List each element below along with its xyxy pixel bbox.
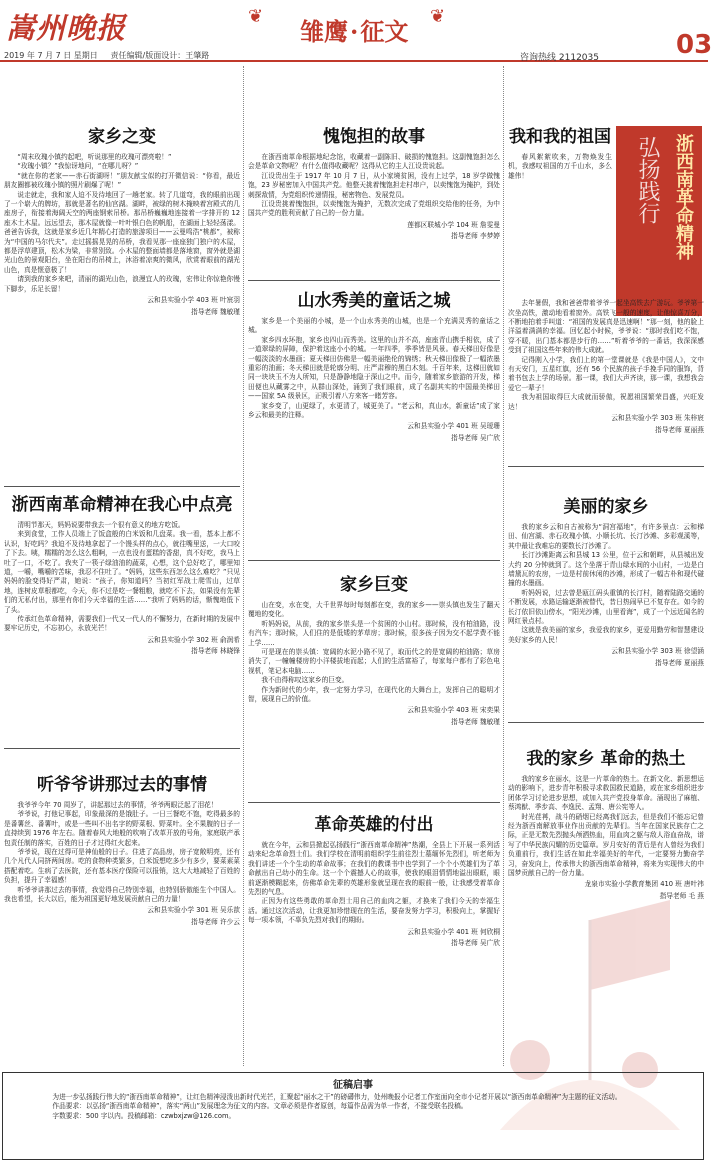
article-divider	[248, 802, 500, 803]
article-body-narrow	[508, 153, 612, 181]
article-meili-jiaxiang	[508, 492, 704, 718]
article-paragraph: 长汀沙滩距离云和县城 13 公里，位于云和朝畔，从县城出发大约 20 分钟就到了。这个坐落于青山绿水间的小山村，一边是白墙黛瓦的农房，一边是村前休闲的沙滩，形成了一幅古朴和现代碰撞的水墨画。	[508, 551, 704, 588]
article-paragraph: 时光荏苒，战斗的硝烟已经离我们远去，但是我们不能忘记曾经为浙西南解放事业作出贡献的先辈们。当年在国家民族存亡之际，正是无数先烈抛头颅洒热血，用血肉之躯与敌人浴血奋战，谱写了中华民族闪耀的历史篇章。岁月安好的背后是有人曾经为我们负重前行，我们生活在如此幸福美好的年代，一定要努力勤奋学习，奋发向上，传承伟大的浙西南革命精神，将来为实现伟大的中国梦贡献自己的一份力量。	[508, 812, 704, 878]
article-paragraph: 我的家乡在丽水，这是一片革命的热土。在新文化、新思想运动的影响下，进步青年积极寻求救国救民道路，或在家乡组织进步团体学习讨论进步思想，或加入共产党投身革命。涌现出了麻植、蔡鸿猷、季步高、李逸民、孟翔、唐公宪等人。	[508, 775, 704, 812]
newspaper-logo: 嵩州晚报	[6, 11, 127, 45]
article-paragraph: 这就是我美丽的家乡，我爱我的家乡，更爱用勤劳和智慧建设美好家乡的人民！	[508, 626, 704, 644]
article-author: 云和县实验小学 303 班 徐望涵	[611, 647, 704, 656]
article-paragraph: 请到我的家乡来吧，清丽的湖光山色，浪漫宜人的玫瑰，宏伟让你惊艳你慢下脚步，乐足长留！	[4, 275, 240, 293]
article-wode-jiaxiang	[508, 744, 704, 1066]
article-geming-yingxiong	[248, 810, 500, 1066]
article-advisor: 指导老师 魏敏瑾	[191, 307, 240, 316]
article-author: 云和县实验小学 403 班 宋奕果	[407, 706, 500, 715]
section-separator: ·	[350, 17, 359, 46]
article-paragraph: 清明节那天，妈妈说要带我去一个很有意义的地方吃饭。	[17, 521, 185, 529]
article-shanshui	[248, 286, 500, 556]
article-paragraph: 去年暑假，我和爸爸带着爷爷一起坐高铁去广游玩。爷爷第一次坐高铁，激动地看着窗外。高铁飞一般的速度，让他惊喜万分，不断地拍着手叫道：“祖国的发展真是迅速啊！”那一刻，他的脸上洋溢着满满的幸福。回忆起小时候，爷爷说：“那时我们吃不饱，穿不暖，出门基本都是步行的……”听着爷爷的一番话，我深深感受到了祖国这些年来的伟大成就。	[508, 299, 704, 355]
notice-title: 征稿启事	[333, 1080, 373, 1091]
article-paragraph: 江设贵出生于 1917 年 10 月 7 日，从小家境贫困，没有上过学，18 岁学做愧饱，23 岁秘密加入中国共产党。他整天挑着愧饱担走村串户，以卖愧饱为掩护，到处刺探敌情，为党组织传递情报，秘密物色、发展党员。	[248, 171, 500, 199]
article-tingyeye	[4, 770, 240, 1066]
article-kuangfudan	[248, 122, 500, 276]
page-number: 03	[676, 30, 712, 60]
article-paragraph: 春风絮絮吹来，万物焕发生机，我感叹祖国的万千山水，多么雄伟！	[508, 153, 612, 180]
article-divider	[248, 280, 500, 281]
article-paragraph: 就在今年，云和县掀起弘扬践行“浙西南革命精神”热潮，全县上下开展一系列活动来纪念革命烈士们。我们学校在清明前组织学生前往烈士墓缅怀先烈们，听老师为我们讲述一个个生动的革命故事；在我们的教课书中也学到了一个个小英雄们为了革命献出自己幼小的生命。这一个个震撼人心的故事，使我的眼泪情情地溢出眼眶，眼前逐渐模糊起来，仿佛革命先辈的英雄形象就呈现在我的眼前一般，让我感受着革命先烈的气息。	[248, 841, 500, 897]
banner-title: 浙西南革命精神	[673, 134, 694, 260]
article-paragraph: 听妈妈说，过去曾是瓯江码头重镇的长汀村，随着陆路交通的不断发展，水路运输逐渐被替代，昔日热闹早已不复存在。如今的长汀依旧依山傍水，“阳光沙滩，山里看海”，成了一个远近闻名的网红景点村。	[508, 588, 704, 626]
article-author: 云和县实验小学 403 班 叶宸羽	[147, 296, 240, 305]
article-advisor: 指导老师 林晓锋	[191, 647, 240, 656]
article-paragraph: 来到食堂，工作人员端上了饭盒般的白米饭和几盘菜。我一看，基本上都不认识，好吃吗？我迫不及待地拿起了一个馒头样的点心，就往嘴里送，一大口咬了下去。咦，糯糯的怎么这么粗啊，一点也没有蛋糕的香甜，真不好吃，我马上吐了一口，不吃了。我夹了一筷子绿油油的蔬菜，心想，这个总好吃了，哪里知道，一嚼，嘴嚼的苦味，我忍不住吐了。“妈妈，这些东西怎么这么难吃？”只见妈妈的脸变得好严肃，她说：“孩子，你知道吗？当初红军战士爬雪山，过草地，连树皮草根都吃，今天，你不过是吃一餐粗粮，就吃不下去，如果没有先辈们的无私付出，那里有你们今天幸福的生活……”我听了妈妈的话，惭愧地低下了头。	[4, 530, 240, 614]
article-paragraph: 我不由得称叹这家乡的巨变。	[261, 676, 349, 685]
notice-line: 作品要求：以弘扬“浙西南革命精神”，落实“两山”发展理念为征文的内容。文章必须是作者原创，每篇作品需为单一作者，不接受联名投稿。	[52, 1102, 468, 1111]
notice-line: 字数要求：500 字以内。投稿邮箱：czwbxjzw@126.com。	[52, 1111, 236, 1120]
article-title: 我和我的祖国	[509, 127, 611, 147]
article-paragraph: 爷爷说，现在过得可是神仙般的日子。住进了高品房，房子宽敞明亮，还有几个凡代人同挤两间房。吃的食物种类繁多，白米饭想吃多少有多少，要菜素菜搭配着吃。生病了去医院，还有基本医疗保险可以报销，这大大地减轻了百姓的负担，提升了幸福感！	[4, 848, 240, 885]
left-ornament-icon: ❦	[248, 6, 264, 27]
article-paragraph: 我爷爷今年 70 周岁了，讲起那过去的事情，爷爷两眼泛起了泪花！	[17, 801, 218, 809]
call-for-submissions-box	[2, 1072, 704, 1160]
hotline-number: 2112035	[558, 53, 599, 63]
article-title: 我的家乡 革命的热土	[526, 749, 686, 769]
article-author: 龙泉市实验小学教育集团 410 班 唐叶祎	[584, 880, 704, 889]
section-subtitle: 征文	[360, 17, 409, 46]
article-title: 美丽的家乡	[563, 497, 649, 517]
article-paragraph: 山在变，水在变，大千世界每时每刻都在变，我的家乡——崇头镇也发生了翻天覆地的变化。	[248, 601, 500, 619]
article-paragraph: 在浙西南革命根据地纪念馆，收藏着一副陈旧、破损的愧饱担。这副愧饱担怎么会是革命文物呢？有什么值得收藏呢？这得从它的主人江设贵说起。	[248, 153, 500, 171]
article-author: 云和县实验小学 401 班 吴瑷珊	[407, 422, 500, 431]
article-paragraph: 家乡是一个美丽的小城，是一个山水秀美的山城，也是一个充满灵秀的童话之城。	[248, 317, 500, 335]
article-paragraph: “就在你的老家——赤石街湖呀！”朋友献宝似的打开微信说：“你看，最近朋友圈都被玫瑰小镇的照片刷爆了呢！”	[4, 171, 240, 190]
article-paragraph: 说走就走，我和家人迫不及待地回了一趟老家。转了几道弯，我的眼前出现了一个崭大的牌坊，那就是著名的仙宫湖。湖畔，被绿的树木掩映着宫殿式的几座房子，衔接着海阔天空的两座钢索吊桥。那吊桥巍巍地连接着一字排开的 12 座木土木屋。远远望去，那木屋就像一叶叶银白色的帆船，在湖面上轻轻荡漾。爸爸告诉我，这就是家乡近几年精心打造的旅游项目——云曼鸣浩“桃都”，被称为“中国的马尔代夫”。走过摇摇晃晃的吊桥，我看见那一座座独门独户的木屋，都是浮草建顶，松木为梁，非常别致。小木屋的整面墙都是落地窗，窗外就是湖光山色的景观阳台，坐在阳台的吊椅上，沐浴着凉爽的微风，欣赏着眼前的湖光山色，真是惬意极了！	[4, 190, 240, 274]
article-divider	[508, 722, 704, 723]
article-paragraph: 家乡变了，山更绿了，水更清了，城更美了。“老云和，真山水，新童话”成了家乡云和最美的注释。	[248, 401, 500, 420]
article-paragraph: 作为新时代的少年，我一定努力学习，在现代化的大舞台上，发挥自己的聪明才智，展现自己的价值。	[248, 685, 500, 704]
article-author: 云和县实验小学 401 班 何欣桐	[407, 927, 500, 936]
article-zhexinan	[4, 490, 240, 744]
notice-line: 为进一步弘扬践行伟大的“浙西南革命精神”，让红色精神浸泼出新时代光芒，汇聚起“丽水之干”的磅礴伟力，处州晚报小记者工作室面向全市小记者开展以“浙西南革命精神”为主题的征文活动。	[52, 1093, 622, 1101]
column-divider	[243, 66, 244, 1066]
section-title	[300, 12, 408, 47]
section-name: 雏鹰	[300, 17, 348, 46]
article-advisor: 指导老师 李梦婷	[451, 232, 500, 241]
article-paragraph: 听爷爷讲那过去的事情，我觉得自己特别幸福，也特别骄傲能生个中国人。我也希望，长大以后，能为祖国更好地发展贡献自己的力量！	[4, 885, 240, 904]
article-jiaxiang-zhibian	[4, 122, 240, 482]
masthead	[0, 0, 712, 63]
article-paragraph: “周末玫瑰小镇约起吧，听说那里的玫瑰可漂亮啦！”	[17, 153, 172, 161]
article-paragraph: 记得刚入小学，我们上的第一堂课就是《我是中国人》，文中有天安门，五星红旗，还有 56 个民族的孩子手挽手同的服饰，背着书包去上学的场景。那一课，我们大声齐读，那一课，我想我会爱它一辈子！	[508, 355, 704, 392]
article-title: 革命英雄的付出	[314, 815, 434, 835]
article-paragraph: 我为祖国取得巨大成就而骄傲，祝愿祖国繁荣昌盛，兴旺发达！	[508, 393, 704, 411]
article-advisor: 指导老师 吴广欣	[451, 939, 500, 948]
article-advisor: 指导老师 毛 燕	[659, 891, 704, 900]
article-title: 愧饱担的故事	[323, 127, 425, 147]
article-advisor: 指导老师 夏丽燕	[655, 658, 704, 667]
article-jiaxiang-jubian	[248, 570, 500, 798]
article-divider	[4, 486, 240, 487]
right-ornament-icon: ❦	[430, 6, 446, 27]
article-title: 山水秀美的童话之城	[297, 291, 451, 311]
article-advisor: 指导老师 夏丽燕	[655, 425, 704, 434]
header-info	[4, 50, 209, 61]
article-paragraph: 江设贵挑着愧饱担，以卖愧饱为掩护，无数次完成了党组织交给他的任务，为中国共产党的胜利贡献了自己的一份力量。	[248, 200, 500, 218]
article-divider	[4, 748, 240, 749]
article-author: 云和县实验小学 303 班 朱梓宸	[611, 414, 704, 423]
article-paragraph: 听妈妈说，从前，我的家乡崇头是一个贫困的小山村。那时候，没有柏油路，没有汽车；那时候，人们住的是低矮的茅草房；那时候，很多孩子因为交不起学费不能上学……	[248, 619, 500, 647]
hotline	[520, 50, 599, 63]
article-paragraph: 传承红色革命精神，需要我们一代又一代人的不懈努力，在新时期的发展中要牢记历史，不忘初心，永放光芒！	[4, 615, 240, 633]
article-author: 云和县实验小学 302 班 俞润希	[147, 635, 240, 644]
article-paragraph: 可是现在的崇头镇：宽阔的水泥小路不见了，取而代之的是宽阔的柏油路；草房消失了，一幢幢楼房的小洋楼拔地而起；人们的生活富裕了，每家每户都有了彩色电视机，笔记本电脑……	[248, 648, 500, 675]
article-paragraph: 家乡四水环抱，家乡也四山而秀美。这里的山并不高，座座青山携手相依，成了一道翠绿的屏障，保护着这座小小的城。一年四季，季季皆是风景。春天梯田好像是一幅淡淡的水墨画；夏天梯田仿佛是一幅美丽绝伦的锦绣；秋天梯田像极了一幅浓墨重彩的油画；冬天梯田就是轮廓分明、庄严肃穆的黑白木刻。千百年来，这梯田就如同一块块玉不为人所知，只是静静地隐于深山之中。而今，随着家乡旅游的开发，梯田便也从藏雾之中，从群山深处，涌到了我们眼前，成了名副其实的中国最美梯田——国家 5A 级景区，正吸引着八方来客一睹芳容。	[248, 335, 500, 401]
article-divider	[248, 560, 500, 561]
article-title: 家乡巨变	[340, 575, 408, 595]
article-advisor: 指导老师 魏敏瑾	[451, 717, 500, 726]
hotline-label: 咨询热线	[520, 53, 557, 63]
issue-date: 2019 年 7 月 7 日 星期日	[4, 51, 98, 60]
article-advisor: 指导老师 吴广欣	[451, 433, 500, 442]
article-divider	[508, 466, 704, 467]
article-title: 听爷爷讲那过去的事情	[37, 775, 207, 795]
banner-brush-text: 弘扬践行	[635, 136, 660, 224]
article-title: 浙西南革命精神在我心中点亮	[11, 495, 233, 515]
notice-body	[3, 1091, 703, 1121]
article-wohewode-zuguo	[508, 122, 704, 462]
article-author: 莲都区联城小学 104 班 詹雯曼	[407, 220, 500, 229]
article-title: 家乡之变	[88, 127, 156, 147]
article-paragraph: 我的家乡云和自古被称为“洞宫福地”，有许多景点：云和梯田、仙宫湖、赤石玫瑰小镇、小顺长坑、长汀沙滩、多彩观溪等，其中最让我难忘的要数长汀沙滩了。	[508, 523, 704, 550]
editor-credit: 责任编辑/版面设计：王肇路	[110, 51, 210, 60]
article-paragraph: 爷爷说，打他记事起，印象最深的是饿肚子。一日三餐吃不饱，吃得最多的是番薯丝、番薯叶，或是一些叫不出名字的野菜根、野菜叶。全不果腹的日子一直持续到 1976 年左右。随着春风大地般的吹响了改革开放的号角，家庭联产承包责任制的落实，百姓的日子才过得红火起来。	[4, 810, 240, 847]
article-advisor: 指导老师 许少云	[191, 917, 240, 926]
article-paragraph: 正因为有这些勇敢的革命烈士用自己的血肉之躯，才换来了我们今天的幸福生活。通过这次活动，让我更加珍惜现在的生活，要奋发努力学习，积极向上，掌握好每一项本领，不辜负先烈对我们的期盼。	[248, 897, 500, 925]
article-paragraph: “玫瑰小镇？”我惊讶地问，“在哪儿呀？”	[17, 162, 139, 171]
article-author: 云和县实验小学 301 班 吴乐歆	[147, 906, 240, 915]
